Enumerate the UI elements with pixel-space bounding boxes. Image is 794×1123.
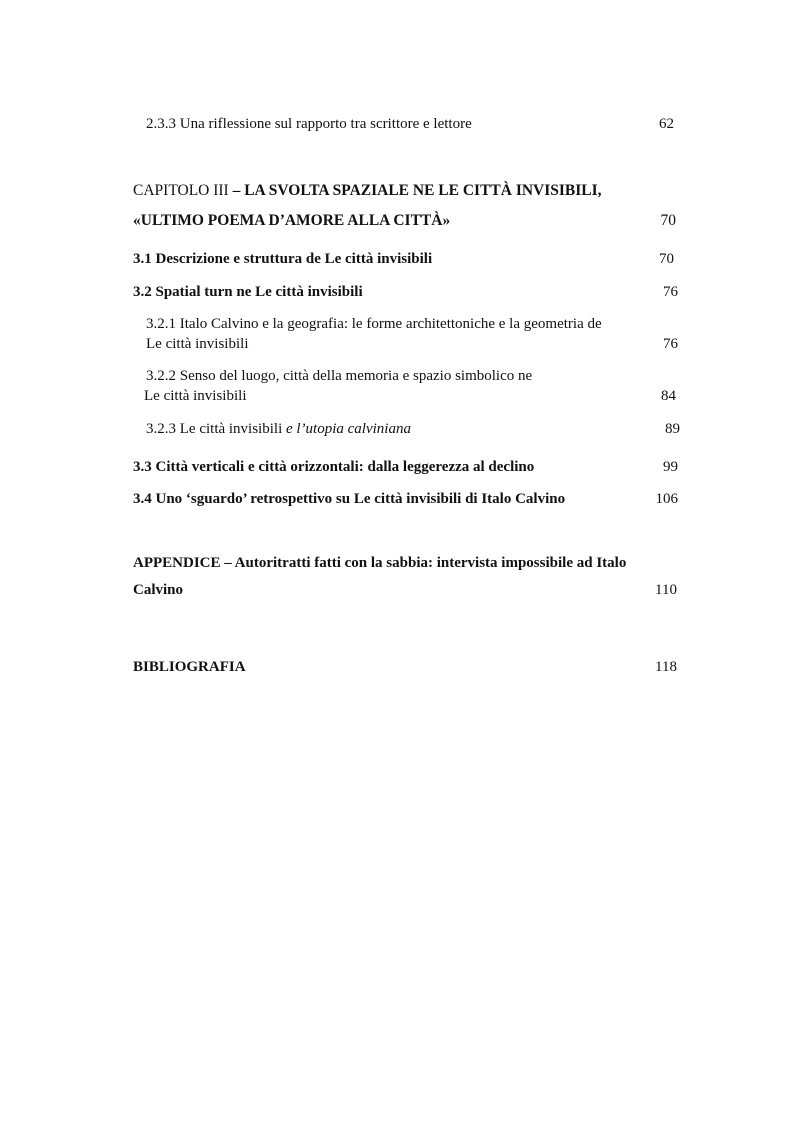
toc-entry-title: 3.2.1 Italo Calvino e la geografia: le forme architettoniche e la geometria de: [146, 316, 602, 332]
toc-entry-page: 70: [660, 212, 676, 229]
toc-entry-page: 76: [663, 284, 678, 300]
toc-entry-title: 3.2.2 Senso del luogo, città della memoria e spazio simbolico ne: [146, 368, 533, 384]
toc-entry-title: 3.2.3 Le città invisibili: [146, 421, 283, 437]
toc-entry-page: 106: [655, 491, 678, 507]
chapter-title-line2: «ULTIMO POEMA D’AMORE ALLA CITTÀ»: [133, 212, 451, 229]
toc-entry-title: 3.1 Descrizione e struttura de Le città invisibili: [133, 251, 433, 267]
toc-entry-title: 3.4 Uno ‘sguardo’ retrospettivo su Le città invisibili di Italo Calvino: [133, 491, 566, 507]
toc-entry-page: 99: [663, 459, 678, 475]
chapter-prefix: CAPITOLO III: [133, 182, 229, 199]
toc-entry-title-cont: Le città invisibili: [146, 336, 249, 352]
toc-entry-title-cont: Le città invisibili: [144, 388, 247, 404]
toc-entry-page: 84: [661, 388, 676, 404]
toc-entry-title: 2.3.3 Una riflessione sul rapporto tra scrittore e lettore: [146, 116, 472, 132]
toc-entry-page: 62: [659, 116, 674, 132]
toc-entry-page: 76: [663, 336, 678, 352]
chapter-title-line1: – LA SVOLTA SPAZIALE NE LE CITTÀ INVISIBILI,: [228, 182, 602, 199]
toc-entry-page: 110: [655, 582, 677, 598]
toc-entry-page: 89: [665, 421, 680, 437]
toc-entry-page: 70: [659, 251, 674, 267]
toc-entry-title-italic: e l’utopia calviniana: [282, 421, 411, 437]
appendix-title-cont: Calvino: [133, 582, 184, 598]
toc-entry-page: 118: [655, 659, 677, 675]
bibliography-title: BIBLIOGRAFIA: [133, 659, 246, 675]
toc-entry-title: 3.3 Città verticali e città orizzontali: dalla leggerezza al declino: [133, 459, 535, 475]
toc-entry-title: 3.2 Spatial turn ne Le città invisibili: [133, 284, 363, 300]
appendix-title: APPENDICE – Autoritratti fatti con la sabbia: intervista impossibile ad Italo: [133, 555, 627, 571]
